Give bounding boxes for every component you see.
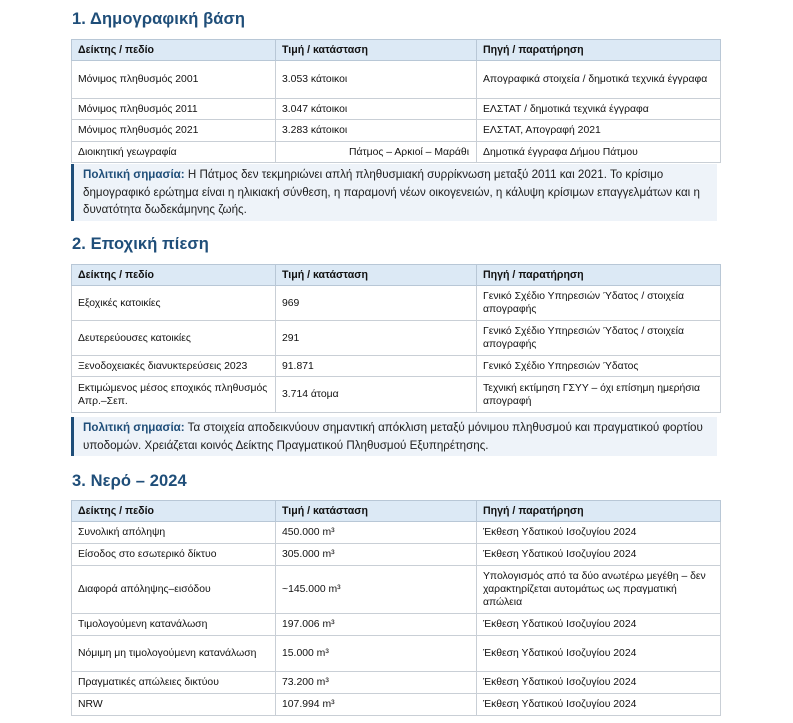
header-value: Τιμή / κατάσταση (276, 501, 477, 522)
cell-source: ΕΛΣΤΑΤ / δημοτικά τεχνικά έγγραφα (477, 99, 721, 120)
header-value: Τιμή / κατάσταση (276, 40, 477, 61)
cell-value: ~145.000 m³ (276, 566, 477, 614)
cell-value: 3.283 κάτοικοι (276, 120, 477, 142)
cell-source: Δημοτικά έγγραφα Δήμου Πάτμου (477, 142, 721, 163)
table-row (72, 120, 721, 142)
policy-note-2 (71, 417, 717, 456)
cell-source: Τεχνική εκτίμηση ΓΣΥΥ – όχι επίσημη ημερήσια απογραφή (477, 377, 721, 413)
header-value: Τιμή / κατάσταση (276, 265, 477, 286)
cell-source: Έκθεση Υδατικού Ισοζυγίου 2024 (477, 614, 721, 636)
table-header-row (72, 40, 721, 61)
cell-indicator: Μόνιμος πληθυσμός 2001 (72, 61, 276, 99)
section-1-title: 1. Δημογραφική βάση (72, 10, 246, 28)
table-row (72, 142, 721, 163)
cell-value: 15.000 m³ (276, 636, 477, 672)
cell-source: Γενικό Σχέδιο Υπηρεσιών Ύδατος / στοιχεία απογραφής (477, 286, 721, 321)
cell-indicator: Διαφορά απόληψης–εισόδου (72, 566, 276, 614)
table-header-row (72, 265, 721, 286)
cell-source: Υπολογισμός από τα δύο ανωτέρω μεγέθη – δεν χαρακτηρίζεται αυτομάτως ως πραγματική απώλεια (477, 566, 721, 614)
cell-source: Γενικό Σχέδιο Υπηρεσιών Ύδατος / στοιχεία απογραφής (477, 321, 721, 356)
header-source: Πηγή / παρατήρηση (477, 265, 721, 286)
cell-value: 305.000 m³ (276, 544, 477, 566)
cell-indicator: Συνολική απόληψη (72, 522, 276, 544)
note-label: Πολιτική σημασία: (83, 168, 185, 181)
table-row (72, 636, 721, 672)
cell-indicator: Τιμολογούμενη κατανάλωση (72, 614, 276, 636)
note-label: Πολιτική σημασία: (83, 421, 185, 434)
cell-indicator: NRW (72, 694, 276, 716)
policy-note-1 (71, 164, 717, 221)
table-row (72, 672, 721, 694)
water-table (71, 500, 721, 716)
table-row (72, 286, 721, 321)
cell-value: 73.200 m³ (276, 672, 477, 694)
table-row (72, 61, 721, 99)
cell-source: Έκθεση Υδατικού Ισοζυγίου 2024 (477, 694, 721, 716)
note-text: Τα στοιχεία αποδεικνύουν σημαντική απόκλιση μεταξύ μόνιμου πληθυσμού και πραγματικού φορτίου υποδομών. Χρειάζεται κοινός Δείκτης Πραγματικού Πληθυσμού Εξυπηρέτησης. (83, 421, 703, 452)
table-row (72, 694, 721, 716)
table-row (72, 522, 721, 544)
demographics-table (71, 39, 721, 163)
cell-source: Έκθεση Υδατικού Ισοζυγίου 2024 (477, 522, 721, 544)
cell-value: 450.000 m³ (276, 522, 477, 544)
table-header-row (72, 501, 721, 522)
cell-value: 969 (276, 286, 477, 321)
cell-source: Απογραφικά στοιχεία / δημοτικά τεχνικά έγγραφα (477, 61, 721, 99)
table-row (72, 544, 721, 566)
cell-indicator: Μόνιμος πληθυσμός 2021 (72, 120, 276, 142)
cell-value: 107.994 m³ (276, 694, 477, 716)
table-row (72, 566, 721, 614)
cell-indicator: Νόμιμη μη τιμολογούμενη κατανάλωση (72, 636, 276, 672)
cell-source: Έκθεση Υδατικού Ισοζυγίου 2024 (477, 672, 721, 694)
note-text: Η Πάτμος δεν τεκμηριώνει απλή πληθυσμιακή συρρίκνωση μεταξύ 2011 και 2021. Το κρίσιμο δημογραφικό ερώτημα είναι η ηλικιακή σύνθεση, η παραμονή νέων οικογενειών, η κάλυψη κρίσιμων επαγγελμάτων και η δυνατότητα δωδεκάμηνης ζωής. (83, 168, 700, 216)
cell-indicator: Εκτιμώμενος μέσος εποχικός πληθυσμός Απρ.–Σεπ. (72, 377, 276, 413)
section-3-title: 3. Νερό – 2024 (72, 472, 187, 490)
section-2-title: 2. Εποχική πίεση (72, 235, 209, 253)
cell-value: 3.714 άτομα (276, 377, 477, 413)
table-row (72, 377, 721, 413)
cell-value: 91.871 (276, 356, 477, 377)
cell-value: 291 (276, 321, 477, 356)
cell-indicator: Δευτερεύουσες κατοικίες (72, 321, 276, 356)
cell-indicator: Είσοδος στο εσωτερικό δίκτυο (72, 544, 276, 566)
cell-source: Έκθεση Υδατικού Ισοζυγίου 2024 (477, 544, 721, 566)
header-source: Πηγή / παρατήρηση (477, 40, 721, 61)
table-row (72, 321, 721, 356)
seasonal-pressure-table (71, 264, 721, 413)
cell-value: Πάτμος – Αρκιοί – Μαράθι (276, 142, 477, 163)
cell-source: Γενικό Σχέδιο Υπηρεσιών Ύδατος (477, 356, 721, 377)
cell-source: ΕΛΣΤΑΤ, Απογραφή 2021 (477, 120, 721, 142)
cell-indicator: Διοικητική γεωγραφία (72, 142, 276, 163)
cell-indicator: Πραγματικές απώλειες δικτύου (72, 672, 276, 694)
header-indicator: Δείκτης / πεδίο (72, 265, 276, 286)
header-indicator: Δείκτης / πεδίο (72, 40, 276, 61)
header-source: Πηγή / παρατήρηση (477, 501, 721, 522)
table-row (72, 614, 721, 636)
cell-source: Έκθεση Υδατικού Ισοζυγίου 2024 (477, 636, 721, 672)
table-row (72, 356, 721, 377)
header-indicator: Δείκτης / πεδίο (72, 501, 276, 522)
table-row (72, 99, 721, 120)
cell-indicator: Μόνιμος πληθυσμός 2011 (72, 99, 276, 120)
cell-value: 197.006 m³ (276, 614, 477, 636)
cell-indicator: Ξενοδοχειακές διανυκτερεύσεις 2023 (72, 356, 276, 377)
cell-value: 3.053 κάτοικοι (276, 61, 477, 99)
cell-value: 3.047 κάτοικοι (276, 99, 477, 120)
cell-indicator: Εξοχικές κατοικίες (72, 286, 276, 321)
